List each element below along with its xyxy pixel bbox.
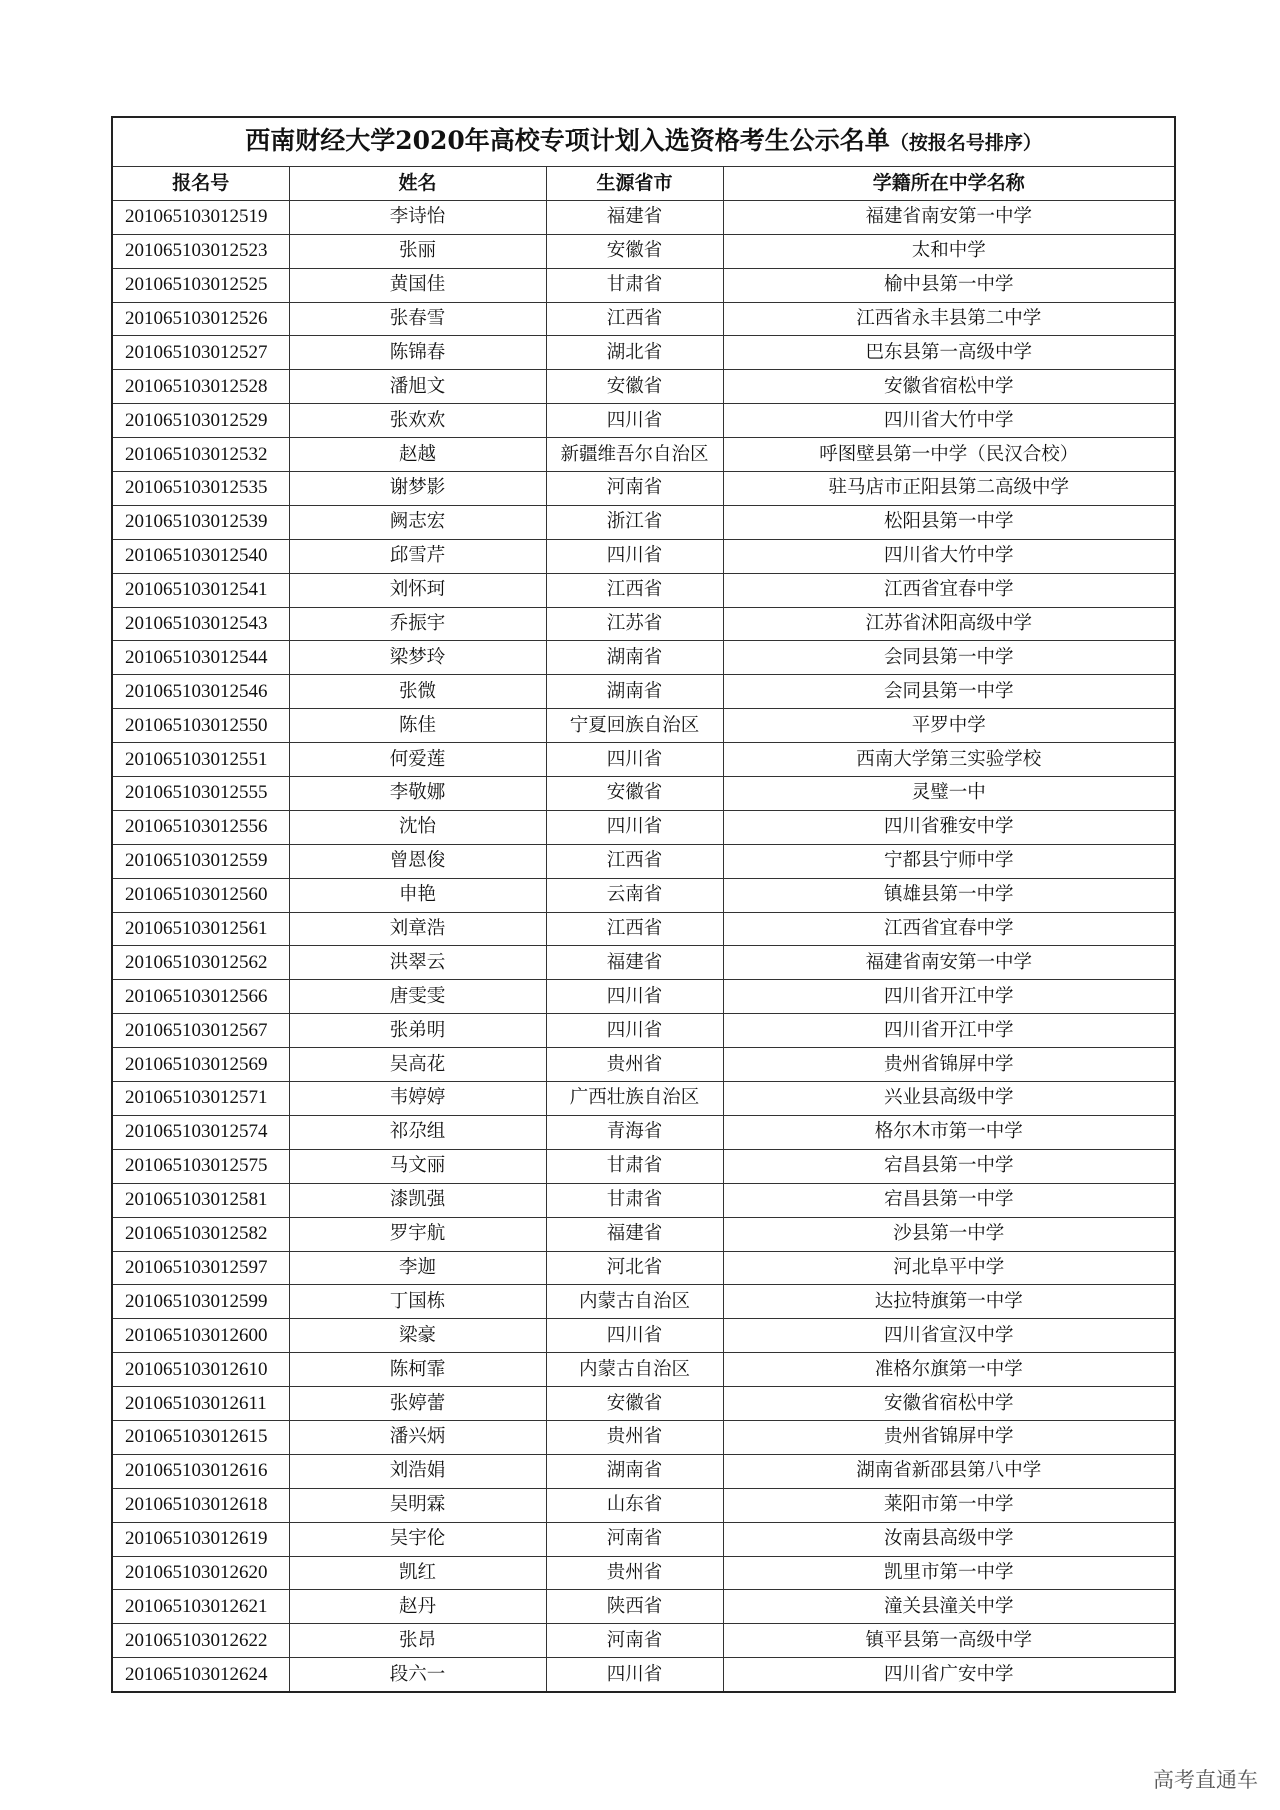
province-cell: 河北省: [546, 1251, 723, 1285]
roster-body: [112, 200, 1175, 1692]
column-header-registration-number: 报名号: [112, 167, 289, 201]
province-cell: 贵州省: [546, 1048, 723, 1082]
province-cell: 江西省: [546, 912, 723, 946]
province-cell: 四川省: [546, 980, 723, 1014]
student-name-cell: 罗宇航: [289, 1217, 546, 1251]
title-note: （按报名号排序）: [889, 132, 1042, 154]
table-row: [112, 370, 1175, 404]
school-name-cell: 兴业县高级中学: [723, 1082, 1175, 1116]
province-cell: 安徽省: [546, 777, 723, 811]
province-cell: 福建省: [546, 946, 723, 980]
table-row: [112, 1319, 1175, 1353]
table-row: [112, 505, 1175, 539]
registration-number-cell: 201065103012543: [112, 607, 289, 641]
province-cell: 内蒙古自治区: [546, 1353, 723, 1387]
school-name-cell: 宕昌县第一中学: [723, 1183, 1175, 1217]
table-row: [112, 1115, 1175, 1149]
province-cell: 河南省: [546, 1522, 723, 1556]
student-name-cell: 梁豪: [289, 1319, 546, 1353]
school-name-cell: 会同县第一中学: [723, 675, 1175, 709]
table-row: [112, 641, 1175, 675]
school-name-cell: 四川省宣汉中学: [723, 1319, 1175, 1353]
province-cell: 湖南省: [546, 641, 723, 675]
registration-number-cell: 201065103012528: [112, 370, 289, 404]
student-name-cell: 段六一: [289, 1658, 546, 1692]
province-cell: 四川省: [546, 743, 723, 777]
student-name-cell: 李迦: [289, 1251, 546, 1285]
table-row: [112, 1590, 1175, 1624]
province-cell: 山东省: [546, 1488, 723, 1522]
school-name-cell: 潼关县潼关中学: [723, 1590, 1175, 1624]
registration-number-cell: 201065103012621: [112, 1590, 289, 1624]
column-header-school: 学籍所在中学名称: [723, 167, 1175, 201]
column-header-province: 生源省市: [546, 167, 723, 201]
school-name-cell: 会同县第一中学: [723, 641, 1175, 675]
table-row: [112, 268, 1175, 302]
page-title: [112, 117, 1175, 167]
student-name-cell: 潘兴炳: [289, 1420, 546, 1454]
registration-number-cell: 201065103012529: [112, 404, 289, 438]
province-cell: 青海省: [546, 1115, 723, 1149]
registration-number-cell: 201065103012556: [112, 810, 289, 844]
student-name-cell: 潘旭文: [289, 370, 546, 404]
school-name-cell: 江苏省沭阳高级中学: [723, 607, 1175, 641]
student-name-cell: 张昂: [289, 1624, 546, 1658]
school-name-cell: 西南大学第三实验学校: [723, 743, 1175, 777]
registration-number-cell: 201065103012611: [112, 1387, 289, 1421]
header-row: [112, 167, 1175, 201]
school-name-cell: 镇雄县第一中学: [723, 878, 1175, 912]
table-row: [112, 1149, 1175, 1183]
table-row: [112, 607, 1175, 641]
province-cell: 安徽省: [546, 234, 723, 268]
registration-number-cell: 201065103012540: [112, 539, 289, 573]
registration-number-cell: 201065103012599: [112, 1285, 289, 1319]
school-name-cell: 湖南省新邵县第八中学: [723, 1454, 1175, 1488]
table-row: [112, 1082, 1175, 1116]
table-row: [112, 302, 1175, 336]
province-cell: 江西省: [546, 844, 723, 878]
school-name-cell: 达拉特旗第一中学: [723, 1285, 1175, 1319]
registration-number-cell: 201065103012600: [112, 1319, 289, 1353]
province-cell: 贵州省: [546, 1420, 723, 1454]
province-cell: 湖南省: [546, 1454, 723, 1488]
school-name-cell: 江西省永丰县第二中学: [723, 302, 1175, 336]
school-name-cell: 江西省宜春中学: [723, 573, 1175, 607]
province-cell: 云南省: [546, 878, 723, 912]
registration-number-cell: 201065103012574: [112, 1115, 289, 1149]
table-row: [112, 1048, 1175, 1082]
student-name-cell: 吴高花: [289, 1048, 546, 1082]
registration-number-cell: 201065103012575: [112, 1149, 289, 1183]
registration-number-cell: 201065103012569: [112, 1048, 289, 1082]
province-cell: 安徽省: [546, 370, 723, 404]
school-name-cell: 凯里市第一中学: [723, 1556, 1175, 1590]
school-name-cell: 太和中学: [723, 234, 1175, 268]
student-name-cell: 曾恩俊: [289, 844, 546, 878]
province-cell: 河南省: [546, 472, 723, 506]
province-cell: 江西省: [546, 302, 723, 336]
registration-number-cell: 201065103012535: [112, 472, 289, 506]
table-row: [112, 1353, 1175, 1387]
school-name-cell: 安徽省宿松中学: [723, 370, 1175, 404]
table-row: [112, 336, 1175, 370]
table-row: [112, 946, 1175, 980]
table-row: [112, 1251, 1175, 1285]
registration-number-cell: 201065103012597: [112, 1251, 289, 1285]
student-name-cell: 刘浩娟: [289, 1454, 546, 1488]
province-cell: 福建省: [546, 1217, 723, 1251]
student-name-cell: 吴宇伦: [289, 1522, 546, 1556]
table-row: [112, 709, 1175, 743]
school-name-cell: 灵璧一中: [723, 777, 1175, 811]
province-cell: 福建省: [546, 200, 723, 234]
student-name-cell: 张婷蕾: [289, 1387, 546, 1421]
registration-number-cell: 201065103012622: [112, 1624, 289, 1658]
registration-number-cell: 201065103012551: [112, 743, 289, 777]
registration-number-cell: 201065103012616: [112, 1454, 289, 1488]
student-name-cell: 陈佳: [289, 709, 546, 743]
registration-number-cell: 201065103012559: [112, 844, 289, 878]
table-row: [112, 1217, 1175, 1251]
school-name-cell: 准格尔旗第一中学: [723, 1353, 1175, 1387]
table-row: [112, 912, 1175, 946]
registration-number-cell: 201065103012519: [112, 200, 289, 234]
registration-number-cell: 201065103012523: [112, 234, 289, 268]
table-row: [112, 573, 1175, 607]
registration-number-cell: 201065103012555: [112, 777, 289, 811]
school-name-cell: 四川省开江中学: [723, 980, 1175, 1014]
school-name-cell: 莱阳市第一中学: [723, 1488, 1175, 1522]
title-text: 西南财经大学2020年高校专项计划入选资格考生公示名单: [245, 126, 890, 155]
student-name-cell: 吴明霖: [289, 1488, 546, 1522]
student-name-cell: 梁梦玲: [289, 641, 546, 675]
registration-number-cell: 201065103012561: [112, 912, 289, 946]
student-name-cell: 何爱莲: [289, 743, 546, 777]
province-cell: 四川省: [546, 539, 723, 573]
province-cell: 湖南省: [546, 675, 723, 709]
registration-number-cell: 201065103012544: [112, 641, 289, 675]
table-row: [112, 539, 1175, 573]
student-name-cell: 李敬娜: [289, 777, 546, 811]
school-name-cell: 松阳县第一中学: [723, 505, 1175, 539]
registration-number-cell: 201065103012567: [112, 1014, 289, 1048]
registration-number-cell: 201065103012539: [112, 505, 289, 539]
student-name-cell: 刘章浩: [289, 912, 546, 946]
column-header-name: 姓名: [289, 167, 546, 201]
student-name-cell: 祁尕组: [289, 1115, 546, 1149]
table-row: [112, 980, 1175, 1014]
province-cell: 河南省: [546, 1624, 723, 1658]
school-name-cell: 贵州省锦屏中学: [723, 1048, 1175, 1082]
province-cell: 江西省: [546, 573, 723, 607]
table-row: [112, 1387, 1175, 1421]
school-name-cell: 四川省雅安中学: [723, 810, 1175, 844]
registration-number-cell: 201065103012610: [112, 1353, 289, 1387]
roster-table: [111, 116, 1176, 1693]
student-name-cell: 张丽: [289, 234, 546, 268]
student-name-cell: 张弟明: [289, 1014, 546, 1048]
registration-number-cell: 201065103012562: [112, 946, 289, 980]
table-row: [112, 404, 1175, 438]
student-name-cell: 张春雪: [289, 302, 546, 336]
registration-number-cell: 201065103012619: [112, 1522, 289, 1556]
table-row: [112, 234, 1175, 268]
province-cell: 四川省: [546, 1014, 723, 1048]
student-name-cell: 沈怡: [289, 810, 546, 844]
student-name-cell: 黄国佳: [289, 268, 546, 302]
table-row: [112, 1556, 1175, 1590]
table-row: [112, 810, 1175, 844]
school-name-cell: 镇平县第一高级中学: [723, 1624, 1175, 1658]
table-row: [112, 1183, 1175, 1217]
province-cell: 广西壮族自治区: [546, 1082, 723, 1116]
registration-number-cell: 201065103012541: [112, 573, 289, 607]
school-name-cell: 福建省南安第一中学: [723, 946, 1175, 980]
student-name-cell: 陈柯霏: [289, 1353, 546, 1387]
title-row: [112, 117, 1175, 167]
registration-number-cell: 201065103012620: [112, 1556, 289, 1590]
school-name-cell: 四川省开江中学: [723, 1014, 1175, 1048]
table-row: [112, 1488, 1175, 1522]
school-name-cell: 格尔木市第一中学: [723, 1115, 1175, 1149]
table-row: [112, 675, 1175, 709]
student-name-cell: 丁国栋: [289, 1285, 546, 1319]
registration-number-cell: 201065103012527: [112, 336, 289, 370]
province-cell: 四川省: [546, 1658, 723, 1692]
student-name-cell: 张欢欢: [289, 404, 546, 438]
school-name-cell: 巴东县第一高级中学: [723, 336, 1175, 370]
student-name-cell: 唐雯雯: [289, 980, 546, 1014]
registration-number-cell: 201065103012525: [112, 268, 289, 302]
province-cell: 甘肃省: [546, 1183, 723, 1217]
school-name-cell: 河北阜平中学: [723, 1251, 1175, 1285]
table-row: [112, 743, 1175, 777]
school-name-cell: 贵州省锦屏中学: [723, 1420, 1175, 1454]
student-name-cell: 马文丽: [289, 1149, 546, 1183]
student-name-cell: 谢梦影: [289, 472, 546, 506]
province-cell: 四川省: [546, 810, 723, 844]
province-cell: 安徽省: [546, 1387, 723, 1421]
table-row: [112, 200, 1175, 234]
registration-number-cell: 201065103012546: [112, 675, 289, 709]
student-name-cell: 申艳: [289, 878, 546, 912]
province-cell: 贵州省: [546, 1556, 723, 1590]
school-name-cell: 安徽省宿松中学: [723, 1387, 1175, 1421]
registration-number-cell: 201065103012532: [112, 438, 289, 472]
school-name-cell: 榆中县第一中学: [723, 268, 1175, 302]
province-cell: 湖北省: [546, 336, 723, 370]
school-name-cell: 四川省广安中学: [723, 1658, 1175, 1692]
student-name-cell: 赵丹: [289, 1590, 546, 1624]
province-cell: 四川省: [546, 404, 723, 438]
table-row: [112, 1522, 1175, 1556]
student-name-cell: 乔振宇: [289, 607, 546, 641]
table-row: [112, 844, 1175, 878]
student-name-cell: 邱雪芹: [289, 539, 546, 573]
registration-number-cell: 201065103012582: [112, 1217, 289, 1251]
student-name-cell: 凯红: [289, 1556, 546, 1590]
table-row: [112, 472, 1175, 506]
province-cell: 甘肃省: [546, 268, 723, 302]
roster-sheet: [111, 116, 1174, 1693]
registration-number-cell: 201065103012550: [112, 709, 289, 743]
school-name-cell: 宁都县宁师中学: [723, 844, 1175, 878]
school-name-cell: 平罗中学: [723, 709, 1175, 743]
school-name-cell: 汝南县高级中学: [723, 1522, 1175, 1556]
school-name-cell: 四川省大竹中学: [723, 404, 1175, 438]
school-name-cell: 福建省南安第一中学: [723, 200, 1175, 234]
province-cell: 内蒙古自治区: [546, 1285, 723, 1319]
student-name-cell: 赵越: [289, 438, 546, 472]
school-name-cell: 江西省宜春中学: [723, 912, 1175, 946]
school-name-cell: 呼图壁县第一中学（民汉合校）: [723, 438, 1175, 472]
student-name-cell: 韦婷婷: [289, 1082, 546, 1116]
table-row: [112, 1014, 1175, 1048]
student-name-cell: 刘怀珂: [289, 573, 546, 607]
province-cell: 江苏省: [546, 607, 723, 641]
student-name-cell: 陈锦春: [289, 336, 546, 370]
table-row: [112, 1624, 1175, 1658]
province-cell: 宁夏回族自治区: [546, 709, 723, 743]
province-cell: 陕西省: [546, 1590, 723, 1624]
student-name-cell: 漆凯强: [289, 1183, 546, 1217]
table-row: [112, 438, 1175, 472]
table-row: [112, 1454, 1175, 1488]
province-cell: 新疆维吾尔自治区: [546, 438, 723, 472]
table-row: [112, 1420, 1175, 1454]
registration-number-cell: 201065103012526: [112, 302, 289, 336]
student-name-cell: 李诗怡: [289, 200, 546, 234]
province-cell: 浙江省: [546, 505, 723, 539]
school-name-cell: 驻马店市正阳县第二高级中学: [723, 472, 1175, 506]
registration-number-cell: 201065103012571: [112, 1082, 289, 1116]
watermark: 高考直通车: [1153, 1768, 1258, 1792]
school-name-cell: 沙县第一中学: [723, 1217, 1175, 1251]
province-cell: 四川省: [546, 1319, 723, 1353]
table-row: [112, 777, 1175, 811]
student-name-cell: 阙志宏: [289, 505, 546, 539]
school-name-cell: 宕昌县第一中学: [723, 1149, 1175, 1183]
registration-number-cell: 201065103012581: [112, 1183, 289, 1217]
table-row: [112, 878, 1175, 912]
registration-number-cell: 201065103012560: [112, 878, 289, 912]
student-name-cell: 张微: [289, 675, 546, 709]
registration-number-cell: 201065103012624: [112, 1658, 289, 1692]
table-row: [112, 1285, 1175, 1319]
registration-number-cell: 201065103012618: [112, 1488, 289, 1522]
school-name-cell: 四川省大竹中学: [723, 539, 1175, 573]
registration-number-cell: 201065103012615: [112, 1420, 289, 1454]
table-row: [112, 1658, 1175, 1692]
registration-number-cell: 201065103012566: [112, 980, 289, 1014]
province-cell: 甘肃省: [546, 1149, 723, 1183]
student-name-cell: 洪翠云: [289, 946, 546, 980]
